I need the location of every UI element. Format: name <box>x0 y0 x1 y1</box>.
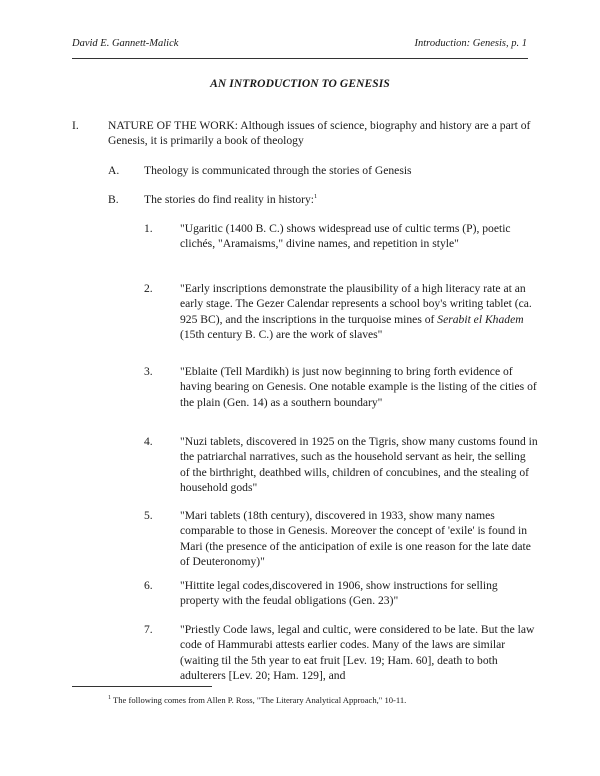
point-a-letter: A. <box>108 164 120 177</box>
footnote-mark: 1 <box>108 695 111 702</box>
running-header-author: David E. Gannett-Malick <box>72 38 179 49</box>
list-item-text: "Hittite legal codes,discovered in 1906, show instructions for selling property with the feudal obligations (Gen. 23)" <box>180 579 498 608</box>
point-a-text: Theology is communicated through the stories of Genesis <box>144 164 412 177</box>
list-item-number: 4. <box>144 435 153 448</box>
list-item-text-part: (15th century B. C.) are the work of slaves" <box>180 327 383 341</box>
running-header-page: Introduction: Genesis, p. 1 <box>414 38 527 49</box>
list-item-text: "Ugaritic (1400 B. C.) shows widespread use of cultic terms (P), poetic clichés, "Aramaisms," divine names, and repetition in style" <box>180 222 511 251</box>
point-b-text: The stories do find reality in history: <box>144 193 315 206</box>
list-item-number: 2. <box>144 282 153 295</box>
footnote <box>108 695 406 705</box>
list-item-text: "Nuzi tablets, discovered in 1925 on the Tigris, show many customs found in the patriarchal narratives, such as the household servant as heir, the selling of the birthright, deathbed wills, children of concubines, and the stealing of household gods" <box>180 435 538 494</box>
list-item-number: 5. <box>144 509 153 522</box>
list-item-text: "Priestly Code laws, legal and cultic, were considered to be late. But the law code of Hammurabi attests earlier codes. Many of the laws are similar (waiting til the 5th year to eat fruit [Lev. 19; Ham. 60], death to both adulterers [Lev. 20; Ham. 129], and <box>180 623 535 682</box>
list-item-text <box>180 281 538 342</box>
site-name-italic: Serabit el Khadem <box>437 312 524 326</box>
point-b-letter: B. <box>108 193 119 206</box>
list-item-number: 1. <box>144 222 153 235</box>
section-text: NATURE OF THE WORK: Although issues of science, biography and history are a part of Genesis, it is primarily a book of theology <box>108 119 531 148</box>
list-item-text: "Eblaite (Tell Mardikh) is just now beginning to bring forth evidence of having bearing on Genesis. One notable example is the listing of the cities of the plain (Gen. 14) as a southern boundary" <box>180 365 537 409</box>
section-numeral: I. <box>72 119 79 132</box>
list-item-text-part: "Early inscriptions demonstrate the plausibility of a high literacy rate at an early stage. The Gezer Calendar represents a school boy's writing tablet (ca. 925 BC), and the inscriptions in the turquoise mines of <box>180 282 532 326</box>
footnote-divider <box>72 686 212 687</box>
list-item-number: 3. <box>144 365 153 378</box>
footnote-ref-marker: 1 <box>314 193 318 201</box>
list-item-number: 6. <box>144 579 153 592</box>
list-item-text: "Mari tablets (18th century), discovered in 1933, show many names comparable to those in Genesis. Moreover the concept of 'exile' is found in Mari (the presence of the anticipation of exile is one reason for the late date of Deuteronomy)" <box>180 509 531 568</box>
header-divider <box>72 58 528 59</box>
document-title: AN INTRODUCTION TO GENESIS <box>210 78 390 90</box>
point-b <box>144 192 544 207</box>
list-item-number: 7. <box>144 623 153 636</box>
footnote-text: The following comes from Allen P. Ross, "The Literary Analytical Approach," 10-11. <box>113 695 407 705</box>
